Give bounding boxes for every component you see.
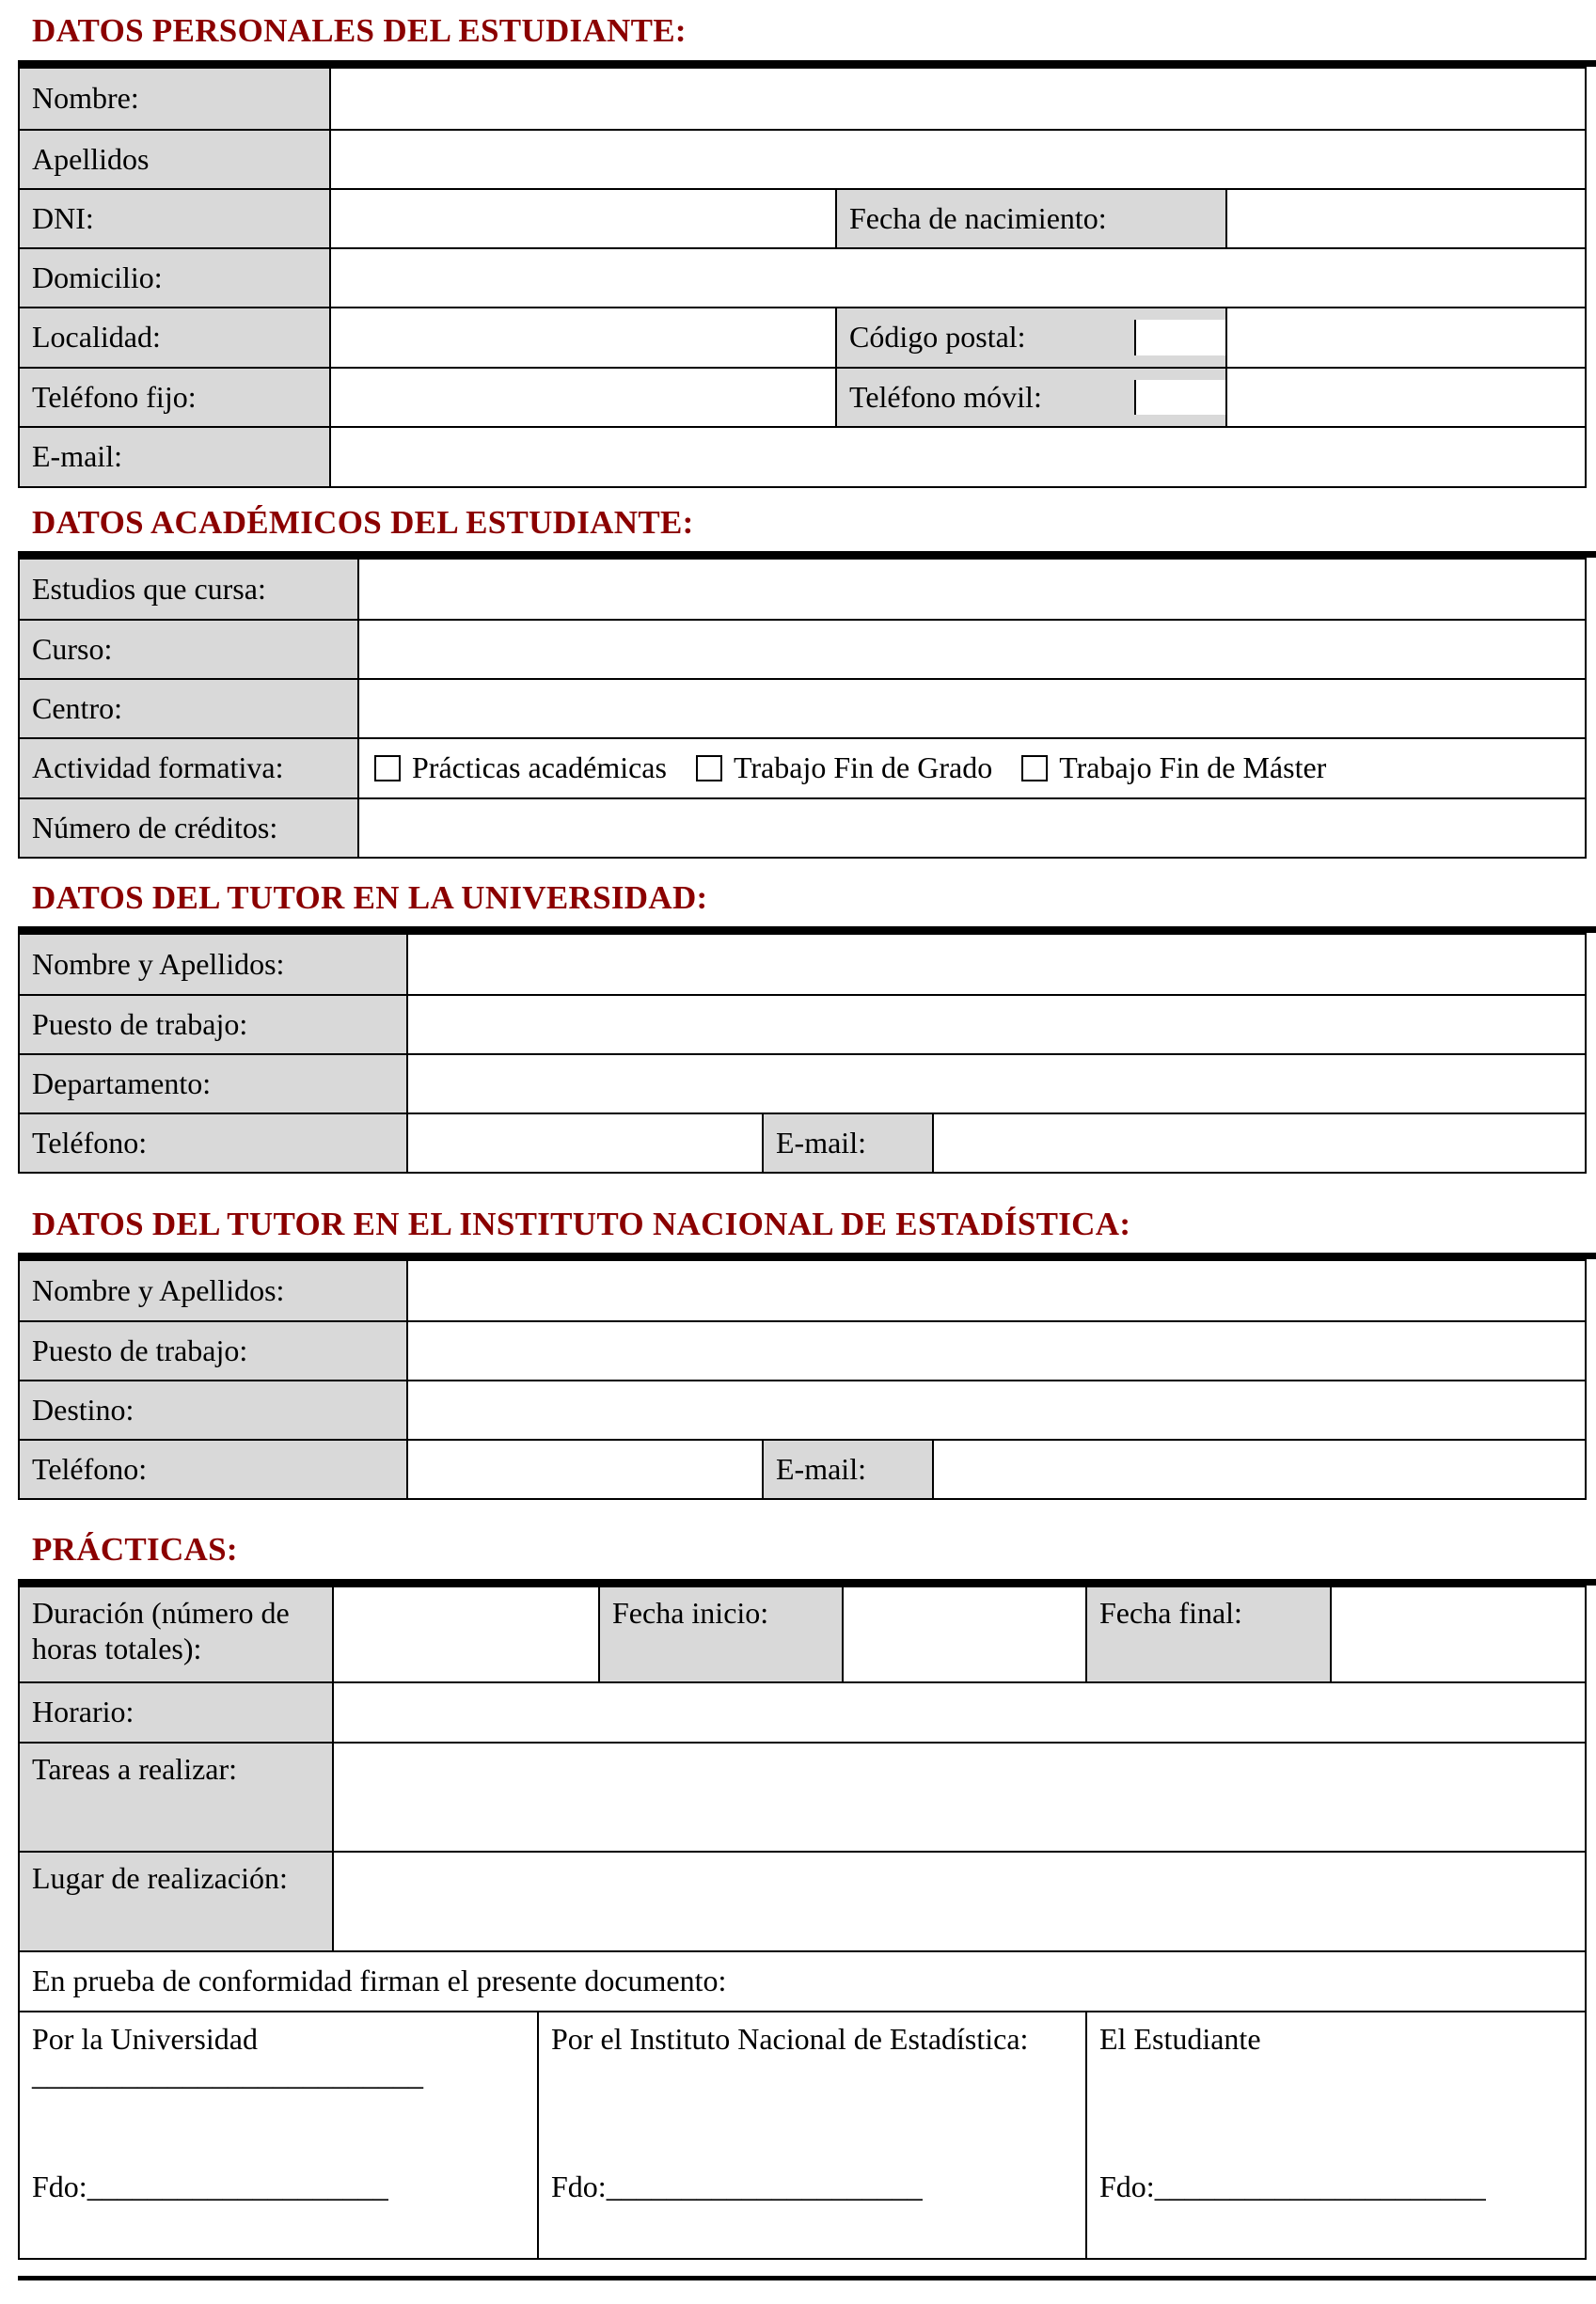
tutor-ine-telefono-field[interactable] bbox=[407, 1440, 763, 1499]
dni-field[interactable] bbox=[330, 189, 836, 248]
centro-label: Centro: bbox=[19, 679, 358, 738]
sign-universidad-title: Por la Universidad bbox=[32, 2022, 258, 2056]
section-rule bbox=[18, 1579, 1596, 1586]
sign-ine-box[interactable] bbox=[538, 2012, 1086, 2259]
fecha-nacimiento-field[interactable] bbox=[1226, 189, 1586, 248]
fdo-universidad: Fdo:____________________ bbox=[32, 2170, 388, 2203]
tutor-uni-table bbox=[18, 933, 1587, 1174]
personal-data-table bbox=[18, 67, 1587, 488]
practicas-checkbox[interactable] bbox=[374, 755, 401, 781]
nombre-label: Nombre: bbox=[19, 68, 330, 130]
codigo-postal-cell bbox=[836, 308, 1226, 368]
tutor-uni-nombre-label: Nombre y Apellidos: bbox=[19, 934, 407, 995]
duracion-label: Duración (número de horas totales): bbox=[19, 1586, 333, 1682]
nombre-field[interactable] bbox=[330, 68, 1586, 130]
tutor-ine-nombre-field[interactable] bbox=[407, 1260, 1586, 1321]
section-rule bbox=[18, 926, 1596, 933]
tareas-field[interactable] bbox=[333, 1743, 1586, 1852]
tfm-option-label: Trabajo Fin de Máster bbox=[1059, 750, 1327, 785]
telefono-movil-field-part[interactable] bbox=[1136, 380, 1225, 416]
tareas-label: Tareas a realizar: bbox=[19, 1743, 333, 1852]
codigo-postal-label: Código postal: bbox=[837, 320, 1136, 355]
duracion-field[interactable] bbox=[333, 1586, 599, 1682]
section-rule bbox=[18, 1253, 1596, 1259]
fecha-final-field[interactable] bbox=[1331, 1586, 1586, 1682]
localidad-field[interactable] bbox=[330, 308, 836, 368]
lugar-label: Lugar de realización: bbox=[19, 1852, 333, 1951]
tutor-ine-email-label: E-mail: bbox=[763, 1440, 933, 1499]
email-field[interactable] bbox=[330, 427, 1586, 487]
tutor-ine-destino-field[interactable] bbox=[407, 1381, 1586, 1440]
codigo-postal-field[interactable] bbox=[1226, 308, 1586, 368]
practicas-table bbox=[18, 1586, 1587, 2260]
section-title-practicas: PRÁCTICAS: bbox=[32, 1531, 238, 1568]
tutor-uni-nombre-field[interactable] bbox=[407, 934, 1586, 995]
curso-label: Curso: bbox=[19, 620, 358, 679]
section-title-personal: DATOS PERSONALES DEL ESTUDIANTE: bbox=[32, 12, 687, 49]
sign-universidad-line: __________________________ bbox=[32, 2058, 423, 2091]
tutor-uni-telefono-field[interactable] bbox=[407, 1113, 763, 1173]
email-label: E-mail: bbox=[19, 427, 330, 487]
horario-label: Horario: bbox=[19, 1682, 333, 1743]
sign-universidad-box[interactable] bbox=[19, 2012, 538, 2259]
tutor-uni-telefono-label: Teléfono: bbox=[19, 1113, 407, 1173]
tutor-ine-nombre-label: Nombre y Apellidos: bbox=[19, 1260, 407, 1321]
sign-estudiante-box[interactable] bbox=[1086, 2012, 1586, 2259]
bottom-rule bbox=[18, 2276, 1596, 2280]
conformidad-text: En prueba de conformidad firman el presente documento: bbox=[19, 1951, 1586, 2012]
tutor-uni-email-label: E-mail: bbox=[763, 1113, 933, 1173]
section-title-tutor-ine: DATOS DEL TUTOR EN EL INSTITUTO NACIONAL DE ESTADÍSTICA: bbox=[32, 1206, 1131, 1242]
estudios-label: Estudios que cursa: bbox=[19, 559, 358, 620]
telefono-movil-field[interactable] bbox=[1226, 368, 1586, 427]
fdo-ine: Fdo:_____________________ bbox=[551, 2170, 923, 2203]
dni-label: DNI: bbox=[19, 189, 330, 248]
telefono-movil-label: Teléfono móvil: bbox=[837, 380, 1136, 416]
curso-field[interactable] bbox=[358, 620, 1586, 679]
actividad-options bbox=[358, 738, 1586, 798]
sign-estudiante-title: El Estudiante bbox=[1099, 2022, 1261, 2056]
localidad-label: Localidad: bbox=[19, 308, 330, 368]
actividad-label: Actividad formativa: bbox=[19, 738, 358, 798]
apellidos-field[interactable] bbox=[330, 130, 1586, 189]
section-title-academic: DATOS ACADÉMICOS DEL ESTUDIANTE: bbox=[32, 504, 694, 541]
section-rule bbox=[18, 551, 1596, 558]
telefono-movil-cell bbox=[836, 368, 1226, 427]
creditos-field[interactable] bbox=[358, 798, 1586, 858]
tfg-option-label: Trabajo Fin de Grado bbox=[733, 750, 993, 785]
domicilio-label: Domicilio: bbox=[19, 248, 330, 308]
lugar-field[interactable] bbox=[333, 1852, 1586, 1951]
tutor-ine-puesto-label: Puesto de trabajo: bbox=[19, 1321, 407, 1381]
tfm-checkbox[interactable] bbox=[1021, 755, 1048, 781]
practicas-option-label: Prácticas académicas bbox=[412, 750, 667, 785]
centro-field[interactable] bbox=[358, 679, 1586, 738]
sign-ine-title: Por el Instituto Nacional de Estadística: bbox=[551, 2022, 1029, 2056]
tutor-uni-puesto-field[interactable] bbox=[407, 995, 1586, 1054]
telefono-fijo-field[interactable] bbox=[330, 368, 836, 427]
fecha-final-label: Fecha final: bbox=[1086, 1586, 1331, 1682]
fecha-inicio-field[interactable] bbox=[843, 1586, 1086, 1682]
telefono-fijo-label: Teléfono fijo: bbox=[19, 368, 330, 427]
tutor-ine-table bbox=[18, 1259, 1587, 1500]
tfg-checkbox[interactable] bbox=[696, 755, 722, 781]
apellidos-label: Apellidos bbox=[19, 130, 330, 189]
fecha-nacimiento-label: Fecha de nacimiento: bbox=[836, 189, 1226, 248]
fecha-inicio-label: Fecha inicio: bbox=[599, 1586, 843, 1682]
section-rule bbox=[18, 60, 1596, 67]
tutor-ine-destino-label: Destino: bbox=[19, 1381, 407, 1440]
tutor-ine-telefono-label: Teléfono: bbox=[19, 1440, 407, 1499]
tutor-uni-email-field[interactable] bbox=[933, 1113, 1586, 1173]
tutor-uni-departamento-field[interactable] bbox=[407, 1054, 1586, 1113]
tutor-ine-email-field[interactable] bbox=[933, 1440, 1586, 1499]
tutor-ine-puesto-field[interactable] bbox=[407, 1321, 1586, 1381]
creditos-label: Número de créditos: bbox=[19, 798, 358, 858]
tutor-uni-departamento-label: Departamento: bbox=[19, 1054, 407, 1113]
domicilio-field[interactable] bbox=[330, 248, 1586, 308]
horario-field[interactable] bbox=[333, 1682, 1586, 1743]
section-title-tutor-uni: DATOS DEL TUTOR EN LA UNIVERSIDAD: bbox=[32, 879, 708, 916]
academic-data-table bbox=[18, 558, 1587, 859]
estudios-field[interactable] bbox=[358, 559, 1586, 620]
fdo-estudiante: Fdo:______________________ bbox=[1099, 2170, 1486, 2203]
tutor-uni-puesto-label: Puesto de trabajo: bbox=[19, 995, 407, 1054]
codigo-postal-field-part[interactable] bbox=[1136, 320, 1225, 355]
